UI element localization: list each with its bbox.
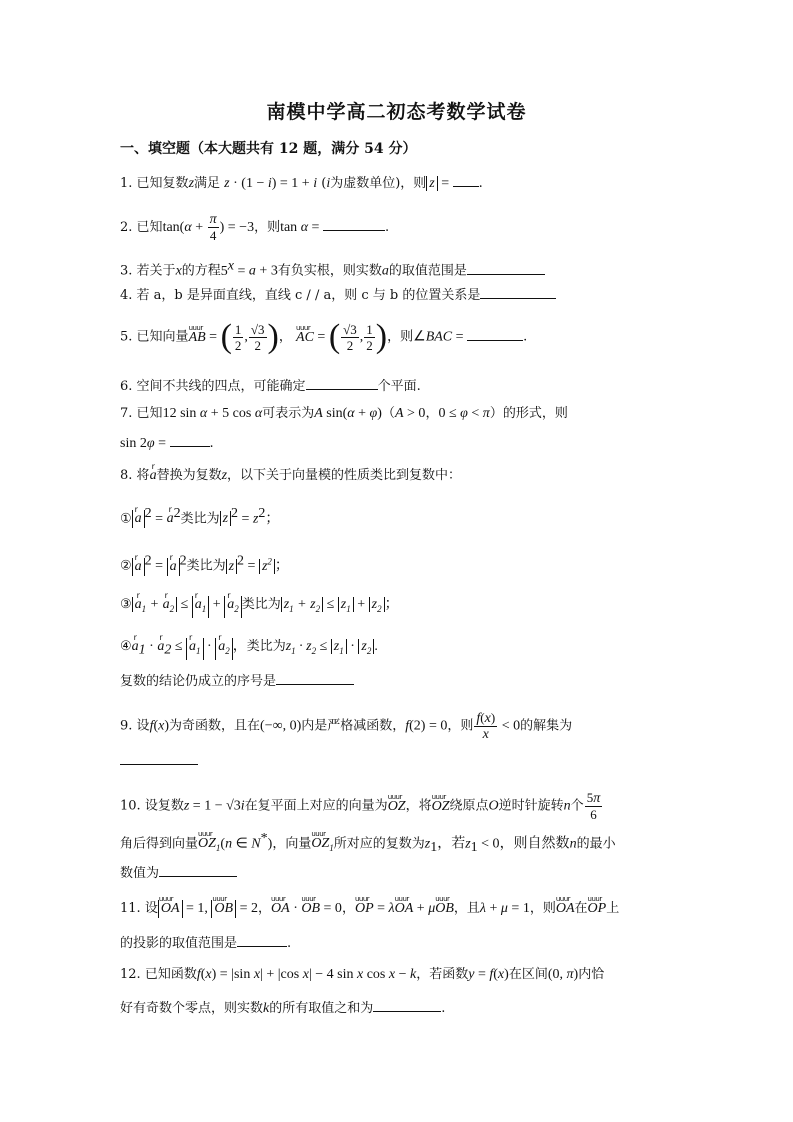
question-1: 1. 已知复数z满足 z · (1 − i) = 1 + i (i为虚数单位)，则 z = . <box>120 176 483 191</box>
answer-blank-8[interactable] <box>276 672 354 685</box>
answer-blank-10[interactable] <box>159 864 237 877</box>
question-10-line-3: 数值为 <box>120 864 237 883</box>
answer-blank-3[interactable] <box>467 262 545 275</box>
question-10: 10. 设复数z = 1 − √3i在复平面上对应的向量为uuur OZ，将uuur OZ绕原点O逆时针旋转n个 $\frac{5\pi}{6}$ <box>120 790 603 822</box>
question-8-item-4: ④r $a_1 \cdot r$ $a_2 \le r$ $a_1 \cdot r$ $a_2$ ，类比为$z_1 \cdot z_2 \le z_1 \cdot z_2$ . <box>120 638 378 660</box>
question-6: 6. 空间不共线的四点，可能确定 个平面. <box>120 379 421 394</box>
question-7: 7. 已知12 sin α + 5 cos α可表示为A sin(α + φ)（A > 0，0 ≤ φ < π）的形式，则 <box>120 406 568 421</box>
question-8: 8. 将r a替换为复数z，以下关于向量模的性质类比到复数中： <box>120 467 461 485</box>
answer-blank-2[interactable] <box>323 218 385 231</box>
answer-blank-11[interactable] <box>237 934 287 947</box>
answer-blank-12[interactable] <box>373 999 441 1012</box>
question-5: 5. 已知向量uuur AB = ( $\frac{1}{2}$ , $\frac{√3}{2}$ )， uuur AC = ( $\frac{√3}{2}$ , $\frac{1}{2}$ )，则∠BAC = . <box>120 320 527 354</box>
question-12: 12. 已知函数f(x) = |sin x| + |cos x| − 4 sin x cos x − k，若函数y = f(x)在区间(0, π)内恰 <box>120 967 605 982</box>
answer-blank-7[interactable] <box>170 434 210 447</box>
question-8-item-2: ②r a $^2$ = r a $^2$类比为 z $^2 = z^2$ ； <box>120 552 289 576</box>
question-4: 4. 若 a，b 是异面直线，直线 c / / a，则 c 与 b 的位置关系是 <box>120 286 556 305</box>
answer-blank-6[interactable] <box>306 377 378 390</box>
question-7-line-2: sin 2φ = . <box>120 436 214 451</box>
question-2: 2. 已知tan(α + $\frac{\pi}{4}$ ) = −3，则tan α = . <box>120 212 390 243</box>
question-9-line-2 <box>120 752 198 771</box>
question-11-line-2: 的投影的取值范围是 . <box>120 936 292 951</box>
question-10-line-2: 角后得到向量uuur $OZ_1(n$ ∈ N*)，向量uuur $OZ_1$所对应的复数为$z_1$，若$z_1 < 0$，则自然数n的最小 <box>120 830 616 857</box>
answer-blank-1[interactable] <box>453 174 479 187</box>
question-12-line-2: 好有奇数个零点，则实数k的所有取值之和为 . <box>120 1001 446 1016</box>
page-title: 南模中学高二初态考数学试卷 <box>266 101 527 123</box>
question-8-item-3: ③r $a_1 + r$ $a_2 \le r$ $a_1 + r$ $a_2$ 类比为 $z_1 + z_2 \le z_1 + z_2$ ； <box>120 596 399 618</box>
answer-blank-9[interactable] <box>120 752 198 765</box>
answer-blank-4[interactable] <box>480 286 556 299</box>
question-11: 11. 设uuur OA = 1, uuur OB = 2，uuur OA · uuur OB = 0，uuur OP = λuuur OA + μuuur OB，且λ + μ = 1，则uuur OA在uuur OP上 <box>120 900 619 918</box>
question-9: 9. 设f(x)为奇函数，且在(−∞, 0)内是严格减函数，f(2) = 0，则 $\frac{f(x)}{x}$ < 0的解集为 <box>120 710 573 742</box>
question-8-item-1: ①r a $^2$ = r $a^2$类比为 z $^2 = z^2$； <box>120 505 279 528</box>
question-3: 3. 若关于x的方程$5^x = a + 3$有负实根，则实数a的取值范围是 <box>120 257 545 281</box>
question-8-line-tail: 复数的结论仍成立的序号是 <box>120 672 354 691</box>
answer-blank-5[interactable] <box>467 328 523 341</box>
section-header: 一、填空题（本大题共有 12 题，满分 54 分） <box>120 141 417 157</box>
